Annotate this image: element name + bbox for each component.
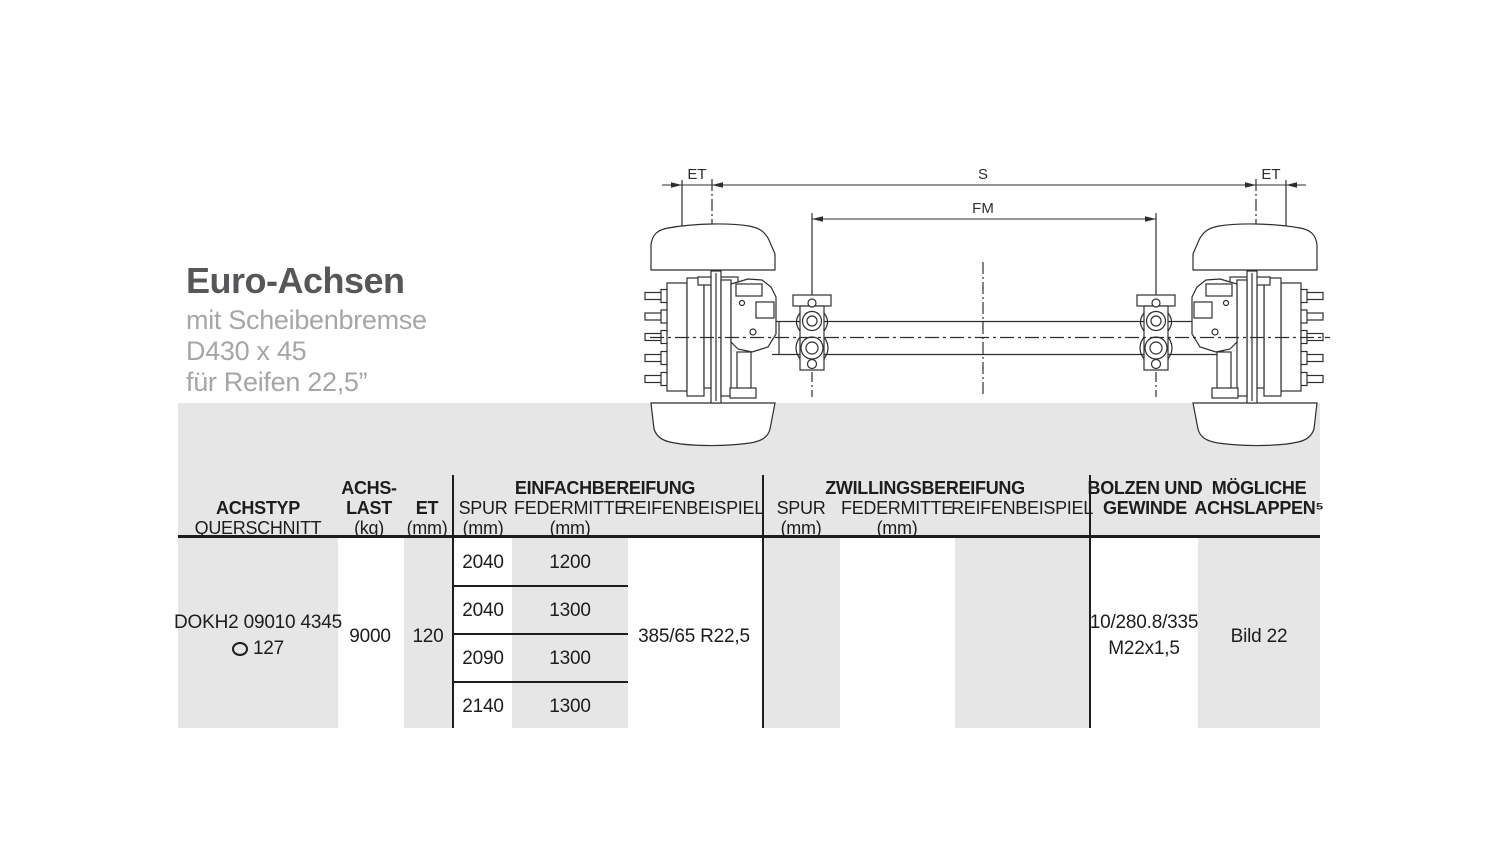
header-group-zwillingsbereifung: ZWILLINGSBEREIFUNG (825, 478, 1025, 498)
tire-bottom (651, 403, 775, 446)
subrow-line-2 (453, 633, 628, 635)
header-querschnitt: QUERSCHNITT (194, 518, 322, 538)
dim-label-et-right: ET (1261, 166, 1281, 183)
header-federmitte: FEDERMITTE (514, 498, 626, 518)
round-section-icon (232, 642, 248, 656)
cell-achslast: 9000 (349, 626, 391, 647)
cell-spur-2: 2040 (462, 600, 504, 621)
col-bg-spur-zw (763, 538, 840, 728)
cell-federmitte-2: 1300 (549, 600, 591, 621)
header-achslast-unit: (kg) (354, 518, 384, 538)
header-federmitte-zw: FEDERMITTE (841, 498, 953, 518)
dim-label-et-left: ET (687, 166, 707, 183)
cell-achslappen: Bild 22 (1230, 626, 1288, 647)
header-achslast-2: LAST (346, 498, 392, 518)
divider-einfach (452, 475, 454, 728)
cell-spur-1: 2040 (462, 552, 504, 573)
dim-label-fm: FM (972, 200, 994, 217)
spring-seat (793, 213, 831, 397)
cell-federmitte-1: 1200 (549, 552, 591, 573)
cell-achstyp: DOKH2 09010 4345 (174, 612, 342, 633)
dimension-labels (687, 166, 1280, 217)
header-spur-unit: (mm) (462, 518, 504, 538)
cell-querschnitt (178, 638, 338, 659)
header-reifenbeispiel: REIFENBEISPIEL (622, 498, 764, 518)
axle-left-half (645, 179, 831, 446)
header-federmitte-unit: (mm) (549, 518, 591, 538)
subrow-line-1 (453, 585, 628, 587)
header-et: ET (415, 498, 439, 518)
cell-querschnitt-value: 127 (252, 638, 285, 659)
cell-et: 120 (412, 626, 444, 647)
cell-federmitte-4: 1300 (549, 696, 591, 717)
cell-spur-3: 2090 (462, 648, 504, 669)
dim-label-s: S (977, 166, 989, 183)
header-achslappen-1: MÖGLICHE (1211, 478, 1307, 498)
header-spur: SPUR (458, 498, 508, 518)
header-underline (178, 535, 1320, 538)
header-bolzen-1: BOLZEN UND (1087, 478, 1203, 498)
col-bg-reifen-zw (955, 538, 1090, 728)
header-et-unit: (mm) (406, 518, 448, 538)
header-achslast-1: ACHS- (341, 478, 397, 498)
cell-federmitte-3: 1300 (549, 648, 591, 669)
page-title: Euro-Achsen (186, 260, 405, 301)
cell-bolzen-1: 10/280.8/335 (1089, 612, 1199, 633)
page-subtitle-dimension: D430 x 45 (186, 336, 307, 366)
header-reifenbeispiel-zw: REIFENBEISPIEL (951, 498, 1093, 518)
header-federmitte-zw-unit: (mm) (876, 518, 918, 538)
axle-drawing (600, 150, 1370, 460)
header-group-einfachbereifung: EINFACHBEREIFUNG (514, 478, 696, 498)
subrow-line-3 (453, 681, 628, 683)
page-subtitle-brake: mit Scheibenbremse (186, 305, 427, 335)
cell-reifenbeispiel: 385/65 R22,5 (638, 626, 750, 647)
cell-spur-4: 2140 (462, 696, 504, 717)
cell-bolzen-2: M22x1,5 (1108, 638, 1180, 659)
header-spur-zw: SPUR (776, 498, 826, 518)
tire-top (651, 224, 775, 270)
header-achslappen-2: ACHSLAPPEN⁵ (1194, 498, 1324, 518)
header-achstyp: ACHSTYP (216, 498, 300, 518)
header-bolzen-2: GEWINDE (1103, 498, 1187, 518)
axle-right-half (1137, 179, 1323, 446)
page-subtitle-tires: für Reifen 22,5” (186, 367, 368, 397)
header-spur-zw-unit: (mm) (780, 518, 822, 538)
col-bg-achstyp (178, 538, 338, 728)
